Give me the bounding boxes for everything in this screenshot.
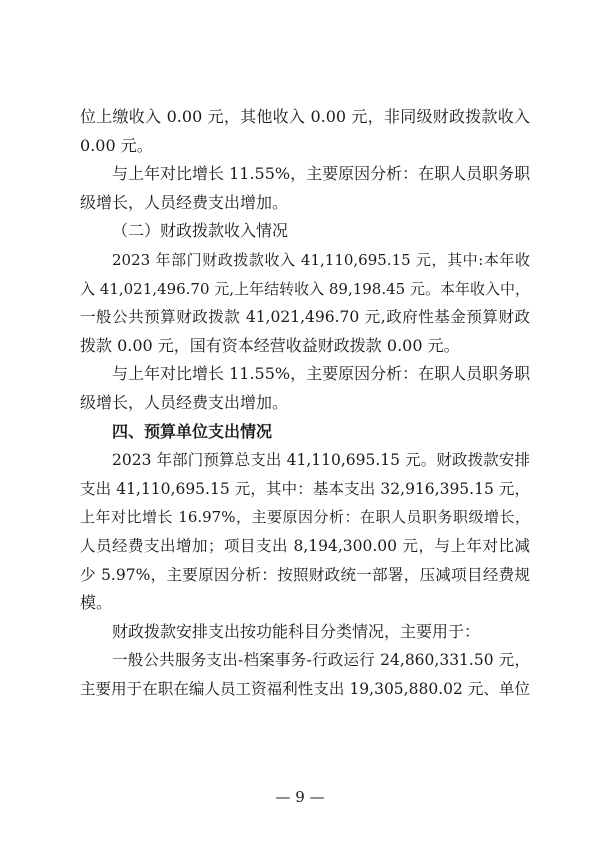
paragraph-line: 一般公共预算财政拨款 41,021,496.70 元,政府性基金预算财政 — [80, 308, 530, 327]
page-number: — 9 — — [275, 788, 325, 806]
paragraph-line: 入 41,021,496.70 元,上年结转收入 89,198.45 元。本年收入中， — [80, 279, 530, 298]
paragraph-line: 2023 年部门预算总支出 41,110,695.15 元。财政拨款安排 — [112, 451, 530, 470]
paragraph-line: 与上年对比增长 11.55%，主要原因分析：在职人员职务职 — [112, 364, 531, 384]
paragraph-line: 2023 年部门财政拨款收入 41,110,695.15 元，其中:本年收 — [112, 250, 530, 269]
paragraph-line: 支出 41,110,695.15 元，其中：基本支出 32,916,395.15 元， — [80, 479, 530, 498]
paragraph-line: 主要用于在职在编人员工资福利性支出 19,305,880.02 元、单位 — [80, 679, 530, 698]
paragraph-line: 一般公共服务支出-档案事务-行政运行 24,860,331.50 元， — [112, 651, 530, 670]
paragraph-line: 级增长，人员经费支出增加。 — [80, 392, 289, 412]
paragraph-line: 级增长，人员经费支出增加。 — [80, 192, 289, 212]
paragraph-line: 模。 — [80, 593, 113, 613]
section-heading: （二）财政拨款收入情况 — [112, 221, 289, 241]
paragraph-line: 人员经费支出增加；项目支出 8,194,300.00 元，与上年对比减 — [80, 536, 530, 555]
paragraph-line: 少 5.97%，主要原因分析：按照财政统一部署，压减项目经费规 — [80, 565, 530, 584]
document-body — [80, 103, 530, 703]
paragraph-line: 位上缴收入 0.00 元，其他收入 0.00 元，非同级财政拨款收入 — [80, 107, 530, 126]
paragraph-line: 上年对比增长 16.97%，主要原因分析：在职人员职务职级增长， — [80, 508, 530, 527]
paragraph-line: 0.00 元。 — [80, 135, 153, 155]
paragraph-line: 拨款 0.00 元，国有资本经营收益财政拨款 0.00 元。 — [80, 335, 460, 355]
paragraph-line: 与上年对比增长 11.55%，主要原因分析：在职人员职务职 — [112, 164, 531, 184]
section-heading: 四、预算单位支出情况 — [112, 421, 273, 441]
paragraph-line: 财政拨款安排支出按功能科目分类情况，主要用于： — [112, 621, 481, 641]
